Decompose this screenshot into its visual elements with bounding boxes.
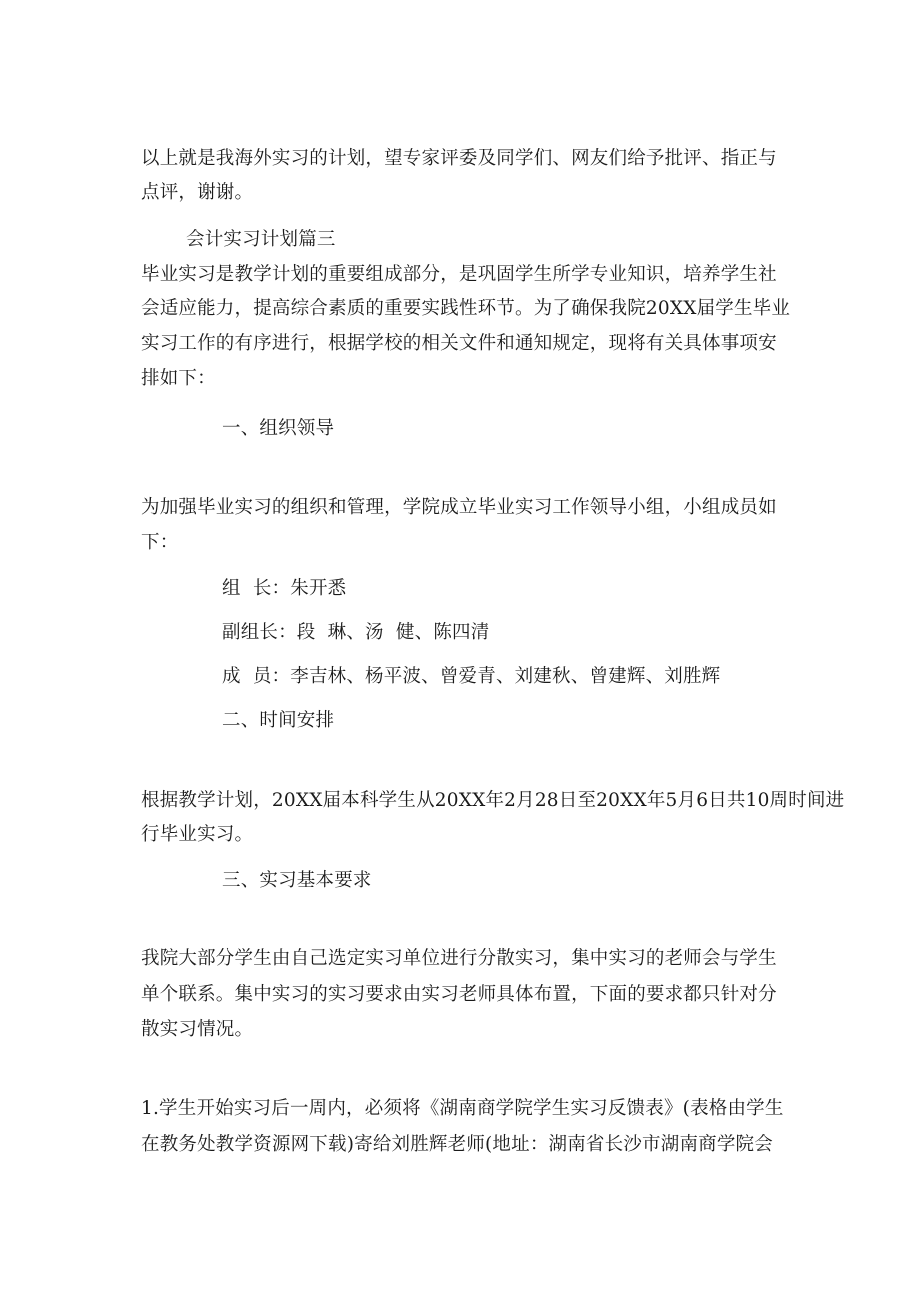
item1-line-2: 在教务处教学资源网下载)寄给刘胜辉老师(地址：湖南省长沙市湖南商学院会	[141, 1134, 773, 1155]
req-para-line-3: 散实习情况。	[141, 1019, 254, 1040]
intro-line-3: 实习工作的有序进行，根据学校的相关文件和通知规定，现将有关具体事项安	[141, 333, 777, 354]
heading-requirements: 三、实习基本要求	[222, 870, 372, 891]
item1-line-1: 1.学生开始实习后一周内，必须将《湖南商学院学生实习反馈表》(表格由学生	[141, 1098, 784, 1119]
intro-line-4: 排如下：	[141, 368, 216, 389]
leader-line: 组 长：朱开悉	[222, 578, 347, 599]
schedule-line-1: 根据教学计划，20XX届本科学生从20XX年2月28日至20XX年5月6日共10周时间进	[141, 790, 845, 811]
schedule-line-2: 行毕业实习。	[141, 824, 254, 845]
intro-line-2: 会适应能力，提高综合素质的重要实践性环节。为了确保我院20XX届学生毕业	[141, 298, 791, 319]
closing-line-1: 以上就是我海外实习的计划，望专家评委及同学们、网友们给予批评、指正与	[141, 148, 777, 169]
org-para-line-2: 下：	[141, 532, 179, 553]
vice-leader-line: 副组长：段 琳、汤 健、陈四清	[222, 622, 490, 643]
closing-line-2: 点评，谢谢。	[141, 182, 254, 203]
heading-schedule: 二、时间安排	[222, 710, 335, 731]
intro-line-1: 毕业实习是教学计划的重要组成部分，是巩固学生所学专业知识，培养学生社	[141, 264, 777, 285]
req-para-line-1: 我院大部分学生由自己选定实习单位进行分散实习，集中实习的老师会与学生	[141, 948, 777, 969]
org-para-line-1: 为加强毕业实习的组织和管理，学院成立毕业实习工作领导小组，小组成员如	[141, 497, 777, 518]
members-line: 成 员：李吉林、杨平波、曾爱青、刘建秋、曾建辉、刘胜辉	[222, 666, 721, 687]
section-title: 会计实习计划篇三	[186, 229, 336, 250]
heading-organization: 一、组织领导	[222, 418, 335, 439]
req-para-line-2: 单个联系。集中实习的实习要求由实习老师具体布置，下面的要求都只针对分	[141, 984, 777, 1005]
